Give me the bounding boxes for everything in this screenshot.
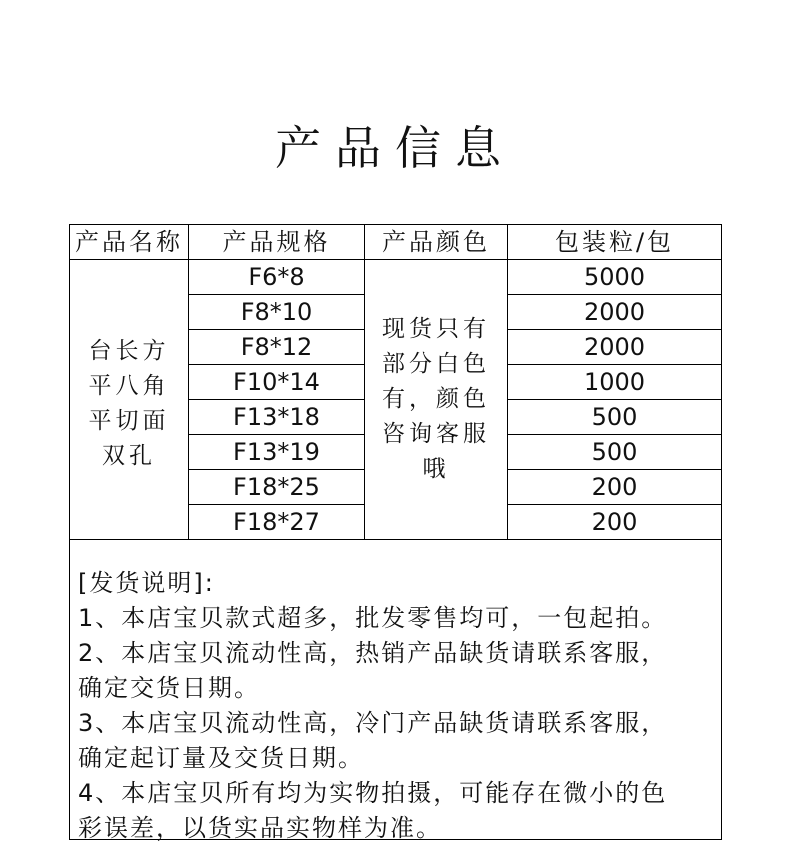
header-spec: 产品规格 (189, 225, 365, 260)
qty-cell: 1000 (508, 365, 722, 400)
notes-heading: [发货说明]: (78, 569, 215, 597)
product-table (69, 224, 722, 540)
shipping-notes (69, 539, 722, 840)
color-note-line: 现货只有 (382, 316, 490, 342)
notes-line: 4、本店宝贝所有均为实物拍摄，可能存在微小的色 (78, 779, 668, 807)
qty-cell: 2000 (508, 330, 722, 365)
spec-cell: F18*27 (189, 505, 365, 540)
product-name-cell (70, 260, 189, 540)
spec-cell: F6*8 (189, 260, 365, 295)
qty-cell: 500 (508, 400, 722, 435)
notes-line: 确定交货日期。 (78, 674, 260, 702)
product-name-line: 平切面 (88, 407, 170, 434)
notes-line: 彩误差，以货实品实物样为准。 (78, 814, 442, 842)
qty-cell: 5000 (508, 260, 722, 295)
product-name-line: 台长方 (88, 337, 170, 364)
table-row (70, 260, 722, 295)
color-note-line: 哦 (422, 456, 450, 482)
notes-line: 3、本店宝贝流动性高，冷门产品缺货请联系客服， (78, 709, 668, 737)
qty-cell: 200 (508, 470, 722, 505)
qty-cell: 2000 (508, 295, 722, 330)
page-title: 产品信息 (275, 121, 515, 175)
header-name: 产品名称 (70, 225, 189, 260)
color-note-cell (365, 260, 508, 540)
qty-cell: 200 (508, 505, 722, 540)
color-note-line: 部分白色 (382, 351, 490, 377)
color-note-line: 有，颜色 (382, 386, 490, 412)
spec-cell: F8*12 (189, 330, 365, 365)
header-color: 产品颜色 (365, 225, 508, 260)
notes-line: 确定起订量及交货日期。 (78, 744, 364, 772)
spec-cell: F13*19 (189, 435, 365, 470)
spec-cell: F18*25 (189, 470, 365, 505)
notes-line: 1、本店宝贝款式超多，批发零售均可，一包起拍。 (78, 604, 668, 632)
spec-cell: F10*14 (189, 365, 365, 400)
product-name-line: 双孔 (102, 442, 156, 469)
spec-cell: F8*10 (189, 295, 365, 330)
notes-line: 2、本店宝贝流动性高，热销产品缺货请联系客服， (78, 639, 668, 667)
table-header-row (70, 225, 722, 260)
spec-cell: F13*18 (189, 400, 365, 435)
color-note-line: 咨询客服 (382, 421, 490, 447)
qty-cell: 500 (508, 435, 722, 470)
product-name-line: 平八角 (88, 372, 170, 399)
header-qty: 包装粒/包 (508, 225, 722, 260)
